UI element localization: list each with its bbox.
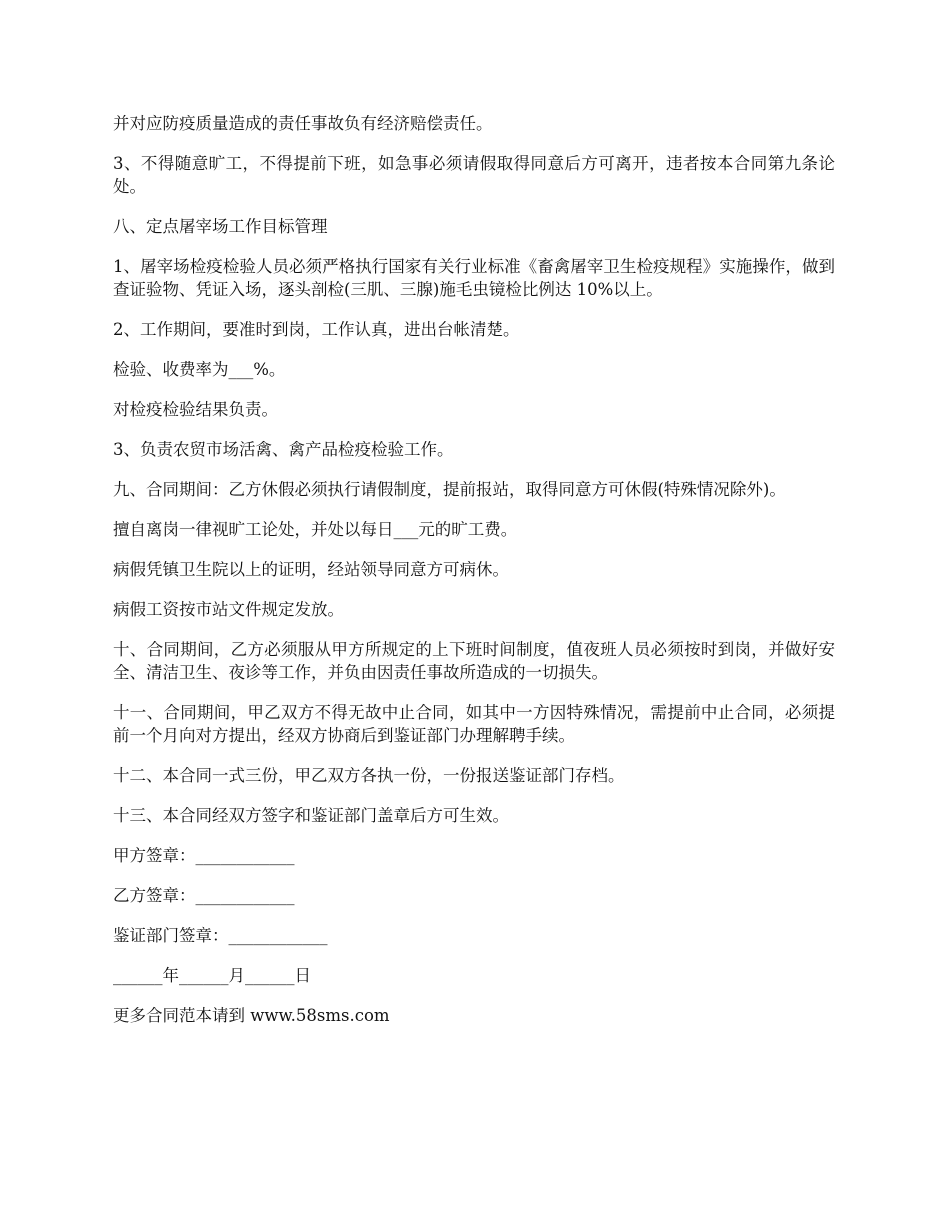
clause-sick-leave: 病假凭镇卫生院以上的证明，经站领导同意方可病休。 — [113, 560, 509, 579]
clause-no-absence: 3、不得随意旷工，不得提前下班，如急事必须请假取得同意后方可离开，违者按本合同第九条论处。 — [113, 154, 835, 196]
signature-date: ______年______月______日 — [113, 966, 311, 985]
section-heading-8: 八、定点屠宰场工作目标管理 — [113, 217, 328, 236]
footer-link-text: 更多合同范本请到 www.58sms.com — [113, 1006, 390, 1025]
clause-market-inspection: 3、负责农贸市场活禽、禽产品检疫检验工作。 — [113, 440, 454, 459]
signature-verifier: 鉴证部门签章：____________ — [113, 926, 328, 945]
clause-absence-fee: 擅自离岗一律视旷工论处，并处以每日___元的旷工费。 — [113, 520, 518, 539]
document-body — [113, 112, 835, 1044]
clause-punctuality: 2、工作期间，要准时到岗，工作认真，进出台帐清楚。 — [113, 320, 520, 339]
clause-inspection-standard: 1、屠宰场检疫检验人员必须严格执行国家有关行业标准《畜禽屠宰卫生检疫规程》实施操作，做到查证验物、凭证入场，逐头剖检(三肌、三腺)施毛虫镜检比例达 10%以上。 — [113, 257, 835, 299]
section-10-schedule: 十、合同期间，乙方必须服从甲方所规定的上下班时间制度，值夜班人员必须按时到岗，并做好安全、清洁卫生、夜诊等工作，并负由因责任事故所造成的一切损失。 — [113, 640, 835, 682]
signature-party-a: 甲方签章：____________ — [113, 846, 295, 865]
clause-liability: 并对应防疫质量造成的责任事故负有经济赔偿责任。 — [113, 114, 493, 133]
clause-result-responsibility: 对检疫检验结果负责。 — [113, 400, 278, 419]
section-9-leave: 九、合同期间：乙方休假必须执行请假制度，提前报站，取得同意方可休假(特殊情况除外)。 — [113, 480, 786, 499]
section-11-termination: 十一、合同期间，甲乙双方不得无故中止合同，如其中一方因特殊情况，需提前中止合同，必须提前一个月向对方提出，经双方协商后到鉴证部门办理解聘手续。 — [113, 703, 835, 745]
section-12-copies: 十二、本合同一式三份，甲乙双方各执一份，一份报送鉴证部门存档。 — [113, 766, 625, 785]
clause-fee-rate: 检验、收费率为___%。 — [113, 360, 286, 379]
section-13-effective: 十三、本合同经双方签字和鉴证部门盖章后方可生效。 — [113, 806, 509, 825]
clause-sick-pay: 病假工资按市站文件规定发放。 — [113, 600, 344, 619]
signature-party-b: 乙方签章：____________ — [113, 886, 295, 905]
